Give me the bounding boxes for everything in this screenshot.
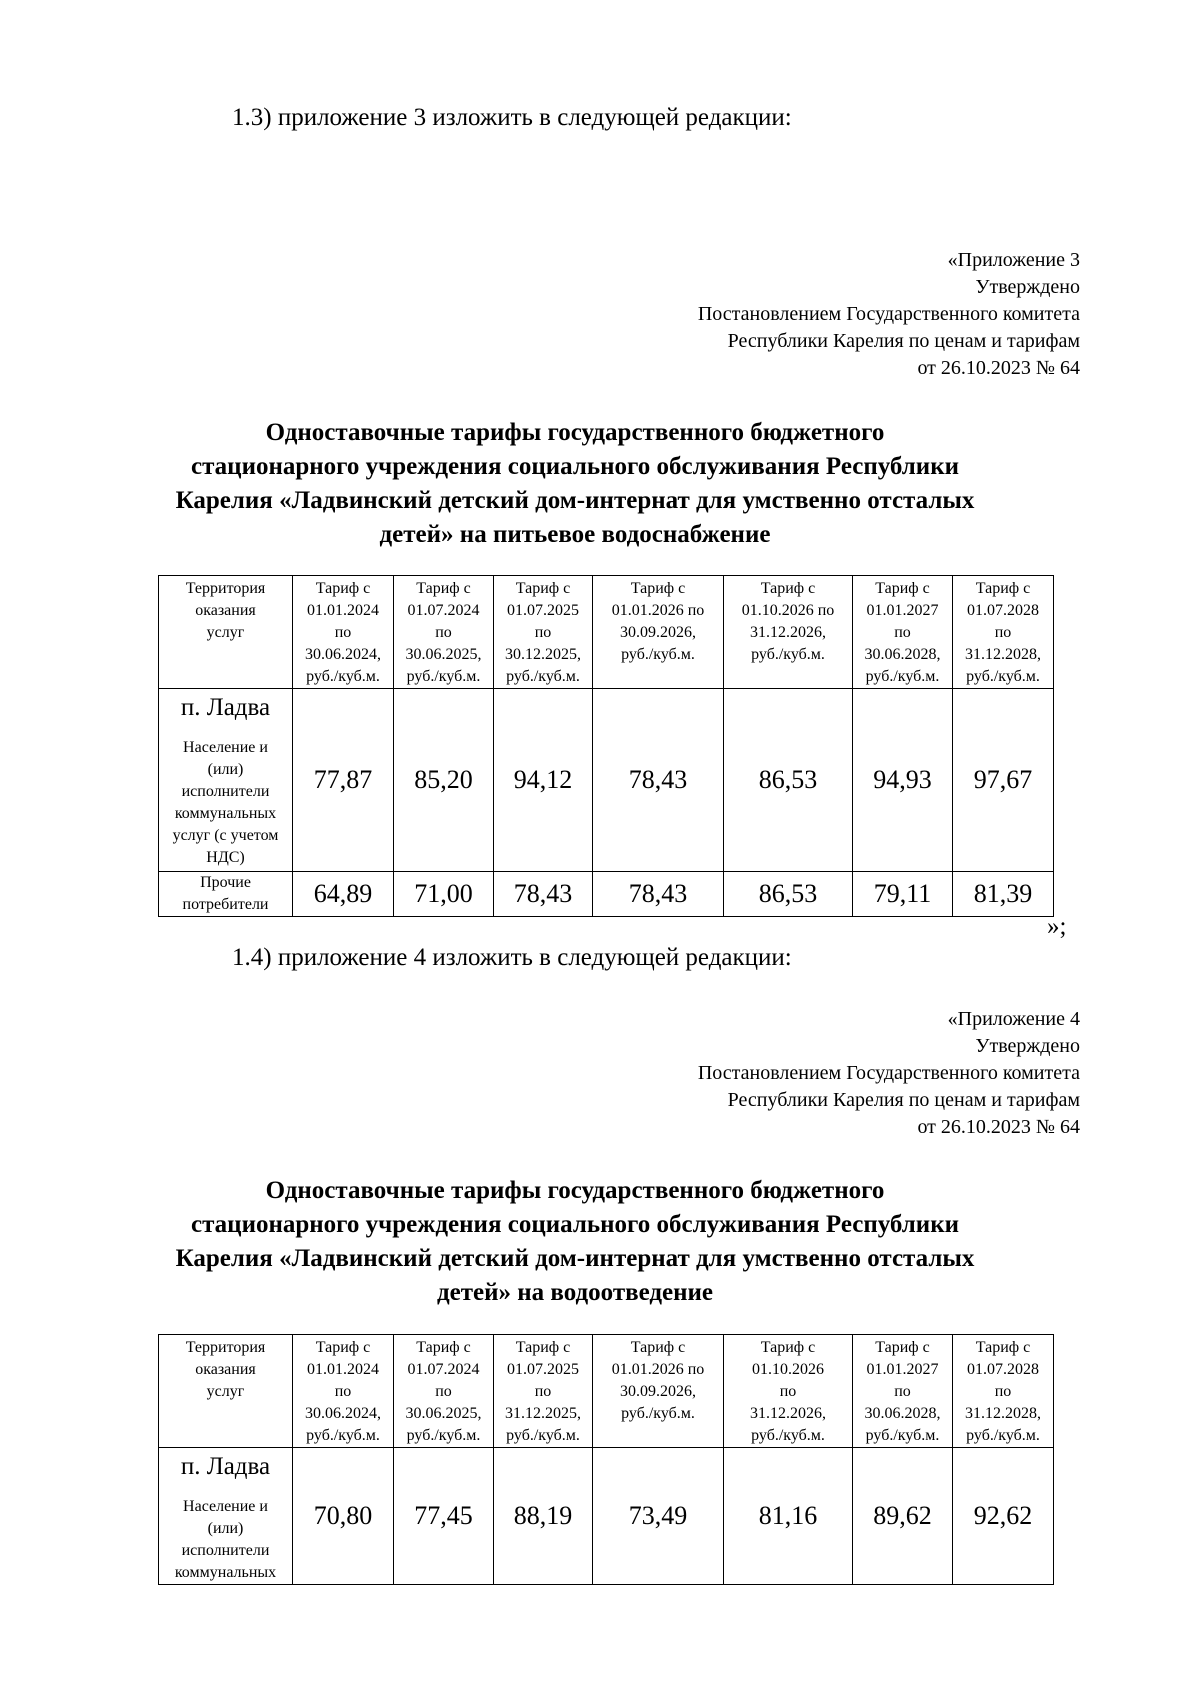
header-line: 01.07.2024 (407, 1361, 480, 1378)
tariff-value: 94,12 (494, 689, 593, 872)
header-cell-tariff (293, 576, 394, 689)
tariff-value: 85,20 (394, 689, 494, 872)
header-line: оказания (195, 602, 256, 619)
header-cell-tariff (394, 1335, 494, 1448)
tariff-value: 88,19 (494, 1448, 593, 1585)
tariff-value: 78,43 (494, 872, 593, 917)
tariff-table-wastewater (158, 1334, 1054, 1585)
header-line: по (894, 1383, 911, 1400)
header-line: 30.09.2026, (620, 1383, 696, 1400)
header-line: Территория (185, 1339, 266, 1356)
header-line: руб./куб.м. (406, 668, 481, 685)
header-cell-tariff (953, 1335, 1054, 1448)
header-line: 30.12.2025, (505, 646, 581, 663)
header-line: услуг (206, 1383, 245, 1400)
header-cell-tariff (494, 576, 593, 689)
header-line: руб./куб.м. (306, 1427, 380, 1444)
appendix-line: от 26.10.2023 № 64 (917, 1116, 1080, 1138)
header-line: 01.10.2026 (752, 1361, 824, 1378)
header-line: 01.07.2028 (967, 1361, 1039, 1378)
header-line: Тариф с (975, 1339, 1031, 1356)
header-cell-tariff (724, 576, 853, 689)
header-line: Территория (185, 580, 266, 597)
appendix-4-header (698, 1006, 1080, 1141)
header-cell-tariff (853, 1335, 953, 1448)
tariff-value: 81,16 (724, 1448, 853, 1585)
header-line: 01.01.2026 по (611, 1361, 705, 1378)
header-cell-territory (159, 576, 293, 689)
header-line: Тариф с (760, 580, 816, 597)
appendix-3-header (698, 247, 1080, 382)
table-row-other (159, 872, 1054, 917)
label-line: (или) (207, 761, 244, 778)
header-line: Тариф с (416, 1339, 471, 1356)
header-cell-tariff (394, 576, 494, 689)
header-line: руб./куб.м. (306, 668, 380, 685)
header-line: 31.12.2026, (750, 624, 826, 641)
header-line: 01.01.2024 (307, 1361, 379, 1378)
header-line: 01.01.2024 (307, 602, 379, 619)
place-name: п. Ладва (180, 694, 271, 721)
header-line: 30.06.2025, (405, 646, 482, 663)
tariff-value: 94,93 (853, 689, 953, 872)
header-line: 01.07.2024 (407, 602, 480, 619)
label-line: Население и (183, 1498, 268, 1515)
item-1-3: 1.3) приложение 3 изложить в следующей редакции: (232, 104, 792, 131)
header-line: руб./куб.м. (966, 1427, 1040, 1444)
header-cell-tariff (494, 1335, 593, 1448)
tariff-value: 71,00 (394, 872, 494, 917)
header-line: по (435, 1383, 452, 1400)
place-name: п. Ладва (180, 1453, 271, 1480)
title-line: Одноставочные тарифы государственного бюджетного (265, 1177, 885, 1204)
header-line: по (534, 624, 552, 641)
table-2-title (150, 1174, 1000, 1310)
header-line: 01.01.2027 (866, 1361, 939, 1378)
header-line: по (435, 624, 452, 641)
appendix-line: Республики Карелия по ценам и тарифам (727, 1089, 1080, 1111)
tariff-value: 97,67 (953, 689, 1054, 872)
table-header-row (159, 576, 1054, 689)
header-line: по (894, 624, 911, 641)
closing-quote: »; (1047, 913, 1067, 940)
header-line: 30.09.2026, (620, 624, 696, 641)
header-line: Тариф с (416, 580, 471, 597)
tariff-value: 77,45 (394, 1448, 494, 1585)
header-line: по (334, 1383, 352, 1400)
label-line: потребители (182, 896, 269, 913)
header-line: 31.12.2028, (965, 1405, 1041, 1422)
header-line: Тариф с (515, 1339, 571, 1356)
table-row-population (159, 689, 1054, 872)
header-line: 31.12.2025, (505, 1405, 581, 1422)
header-line: 30.06.2024, (305, 646, 381, 663)
label-line: Прочие (200, 874, 251, 891)
table-row-population (159, 1448, 1054, 1585)
appendix-line: Постановлением Государственного комитета (697, 1062, 1080, 1084)
header-cell-tariff (724, 1335, 853, 1448)
tariff-value: 79,11 (853, 872, 953, 917)
appendix-line: от 26.10.2023 № 64 (917, 357, 1080, 379)
row-label-population (159, 689, 293, 872)
title-line: стационарного учреждения социального обслуживания Республики (190, 453, 960, 480)
tariff-value: 89,62 (853, 1448, 953, 1585)
header-line: руб./куб.м. (621, 1405, 695, 1422)
tariff-value: 92,62 (953, 1448, 1054, 1585)
table-header-row (159, 1335, 1054, 1448)
header-line: Тариф с (315, 580, 371, 597)
tariff-table-water-supply (158, 575, 1054, 917)
header-line: Тариф с (875, 1339, 930, 1356)
header-cell-tariff (593, 1335, 724, 1448)
table-1-title (150, 416, 1000, 552)
header-line: Тариф с (875, 580, 930, 597)
tariff-value: 81,39 (953, 872, 1054, 917)
header-line: по (334, 624, 352, 641)
item-1-4: 1.4) приложение 4 изложить в следующей редакции: (232, 944, 792, 971)
tariff-value: 78,43 (593, 689, 724, 872)
header-cell-tariff (593, 576, 724, 689)
row-label-other (159, 872, 293, 917)
row-label-population (159, 1448, 293, 1585)
tariff-value: 64,89 (293, 872, 394, 917)
header-line: Тариф с (630, 1339, 686, 1356)
header-line: 01.01.2027 (866, 602, 939, 619)
header-line: 30.06.2025, (405, 1405, 482, 1422)
tariff-value: 78,43 (593, 872, 724, 917)
header-line: услуг (206, 624, 245, 641)
header-line: 31.12.2026, (750, 1405, 826, 1422)
header-line: 30.06.2028, (864, 1405, 941, 1422)
label-line: исполнители (181, 783, 270, 800)
header-line: оказания (195, 1361, 256, 1378)
header-line: Тариф с (975, 580, 1031, 597)
title-line: Карелия «Ладвинский детский дом-интернат для умственно отсталых (175, 1245, 975, 1272)
header-line: руб./куб.м. (865, 1427, 940, 1444)
header-line: 30.06.2028, (864, 646, 941, 663)
appendix-line: «Приложение 4 (947, 1008, 1080, 1030)
header-line: по (779, 1383, 797, 1400)
label-line: НДС) (206, 849, 245, 866)
header-line: Тариф с (515, 580, 571, 597)
header-line: по (994, 624, 1012, 641)
label-line: услуг (с учетом (172, 827, 279, 844)
appendix-line: Постановлением Государственного комитета (697, 303, 1080, 325)
header-line: руб./куб.м. (751, 1427, 825, 1444)
header-line: 01.07.2025 (507, 1361, 579, 1378)
tariff-value: 86,53 (724, 872, 853, 917)
header-cell-tariff (853, 576, 953, 689)
header-line: 01.07.2028 (967, 602, 1039, 619)
header-line: Тариф с (630, 580, 686, 597)
appendix-line: Республики Карелия по ценам и тарифам (727, 330, 1080, 352)
header-line: руб./куб.м. (506, 668, 580, 685)
label-line: Население и (183, 739, 268, 756)
header-line: по (994, 1383, 1012, 1400)
title-line: детей» на водоотведение (436, 1279, 714, 1306)
header-line: 30.06.2024, (305, 1405, 381, 1422)
header-line: 01.01.2026 по (611, 602, 705, 619)
title-line: Карелия «Ладвинский детский дом-интернат для умственно отсталых (175, 487, 975, 514)
tariff-value: 77,87 (293, 689, 394, 872)
header-line: руб./куб.м. (506, 1427, 580, 1444)
tariff-value: 73,49 (593, 1448, 724, 1585)
label-line: коммунальных (174, 1564, 277, 1581)
header-line: руб./куб.м. (966, 668, 1040, 685)
tariff-value: 86,53 (724, 689, 853, 872)
label-line: исполнители (181, 1542, 270, 1559)
header-cell-tariff (953, 576, 1054, 689)
title-line: стационарного учреждения социального обслуживания Республики (190, 1211, 960, 1238)
appendix-line: Утверждено (975, 1035, 1080, 1057)
tariff-value: 70,80 (293, 1448, 394, 1585)
appendix-line: «Приложение 3 (947, 249, 1080, 271)
header-line: руб./куб.м. (751, 646, 825, 663)
label-line: коммунальных (174, 805, 277, 822)
header-line: 01.10.2026 по (741, 602, 835, 619)
header-line: по (534, 1383, 552, 1400)
header-cell-tariff (293, 1335, 394, 1448)
header-line: руб./куб.м. (621, 646, 695, 663)
appendix-line: Утверждено (975, 276, 1080, 298)
header-line: руб./куб.м. (406, 1427, 481, 1444)
header-line: 31.12.2028, (965, 646, 1041, 663)
label-line: (или) (207, 1520, 244, 1537)
header-line: руб./куб.м. (865, 668, 940, 685)
title-line: детей» на питьевое водоснабжение (379, 521, 771, 548)
header-cell-territory (159, 1335, 293, 1448)
header-line: Тариф с (315, 1339, 371, 1356)
header-line: Тариф с (760, 1339, 816, 1356)
title-line: Одноставочные тарифы государственного бюджетного (265, 419, 885, 446)
header-line: 01.07.2025 (507, 602, 579, 619)
